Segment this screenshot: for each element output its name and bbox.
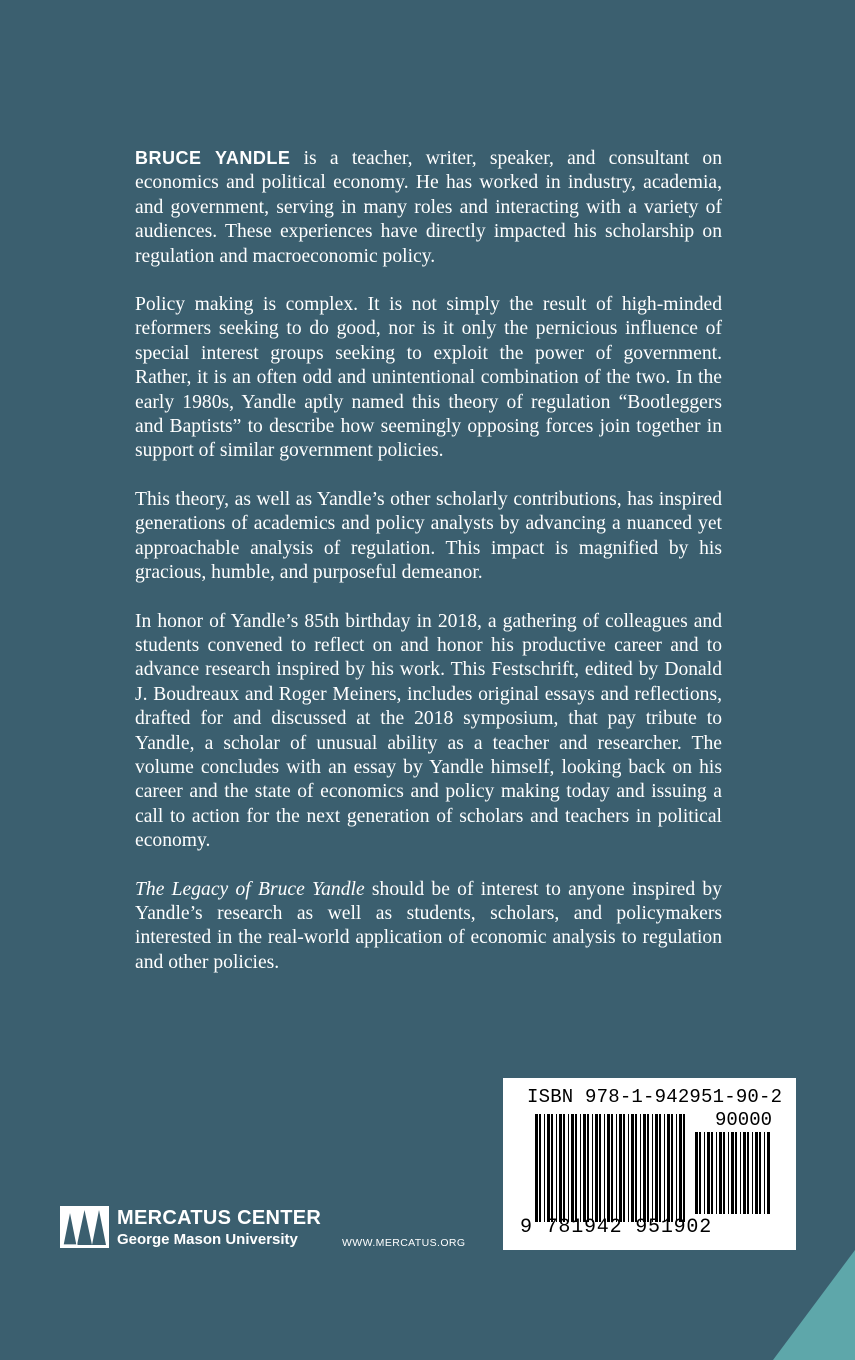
blurb-paragraph-5-text: should be of interest to anyone inspired by Yandle’s research as well as students, scholars, and policymakers interested in the real-world application of economic analysis to regulation and other policies.	[135, 878, 722, 973]
mercatus-logo	[60, 1206, 321, 1248]
logo-text	[117, 1208, 321, 1247]
ean-digits: 9 781942 951902	[520, 1216, 713, 1239]
blurb-paragraph-4: In honor of Yandle’s 85th birthday in 2018, a gathering of colleagues and students convened to reflect on and honor his productive career and to advance research inspired by his work. This Festschrift, edited by Donald J. Boudreaux and Roger Meiners, includes original essays and reflections, drafted for and discussed at the 2018 symposium, that pay tribute to Yandle, a scholar of unusual ability as a teacher and researcher. The volume concludes with an essay by Yandle himself, looking back on his career and the state of economics and policy making today and issuing a call to action for the next generation of scholars and teachers in political economy.	[135, 610, 722, 852]
price-code: 90000	[714, 1109, 772, 1131]
corner-accent-shape	[765, 1250, 855, 1360]
book-title: The Legacy of Bruce Yandle	[135, 878, 365, 900]
isbn-label: ISBN 978-1-942951-90-2	[527, 1086, 783, 1108]
author-name: BRUCE YANDLE	[135, 148, 291, 168]
publisher-affiliation: George Mason University	[117, 1230, 298, 1248]
blurb-paragraph-1	[135, 146, 722, 269]
addon-barcode-icon	[695, 1132, 771, 1214]
blurb-paragraph-3: This theory, as well as Yandle’s other scholarly contributions, has inspired generations of academics and policy analysts by advancing a nuanced yet approachable analysis of regulation. This impact is magnified by his gracious, humble, and purposeful demeanor.	[135, 488, 722, 584]
back-cover-blurb	[135, 146, 722, 999]
blurb-paragraph-5	[135, 878, 722, 976]
blurb-paragraph-1-text: is a teacher, writer, speaker, and consultant on economics and political economy. He has worked in industry, academia, and government, serving in many roles and interacting with a variety of audiences. These experiences have directly impacted his scholarship on regulation and macroeconomic policy.	[135, 148, 722, 267]
blurb-paragraph-2: Policy making is complex. It is not simply the result of high-minded reformers seeking to do good, nor is it only the pernicious influence of special interest groups seeking to exploit the power of government. Rather, it is an often odd and unintentional combination of the two. In the early 1980s, Yandle aptly named this theory of regulation “Bootleggers and Baptists” to describe how seemingly opposing forces join together in support of similar government policies.	[135, 294, 722, 462]
barcode-icon	[535, 1114, 687, 1222]
isbn-barcode-box	[503, 1078, 796, 1250]
publisher-website: WWW.MERCATUS.ORG	[342, 1237, 466, 1249]
publisher-name: MERCATUS CENTER	[117, 1206, 322, 1229]
mercatus-columns-icon	[60, 1206, 109, 1248]
